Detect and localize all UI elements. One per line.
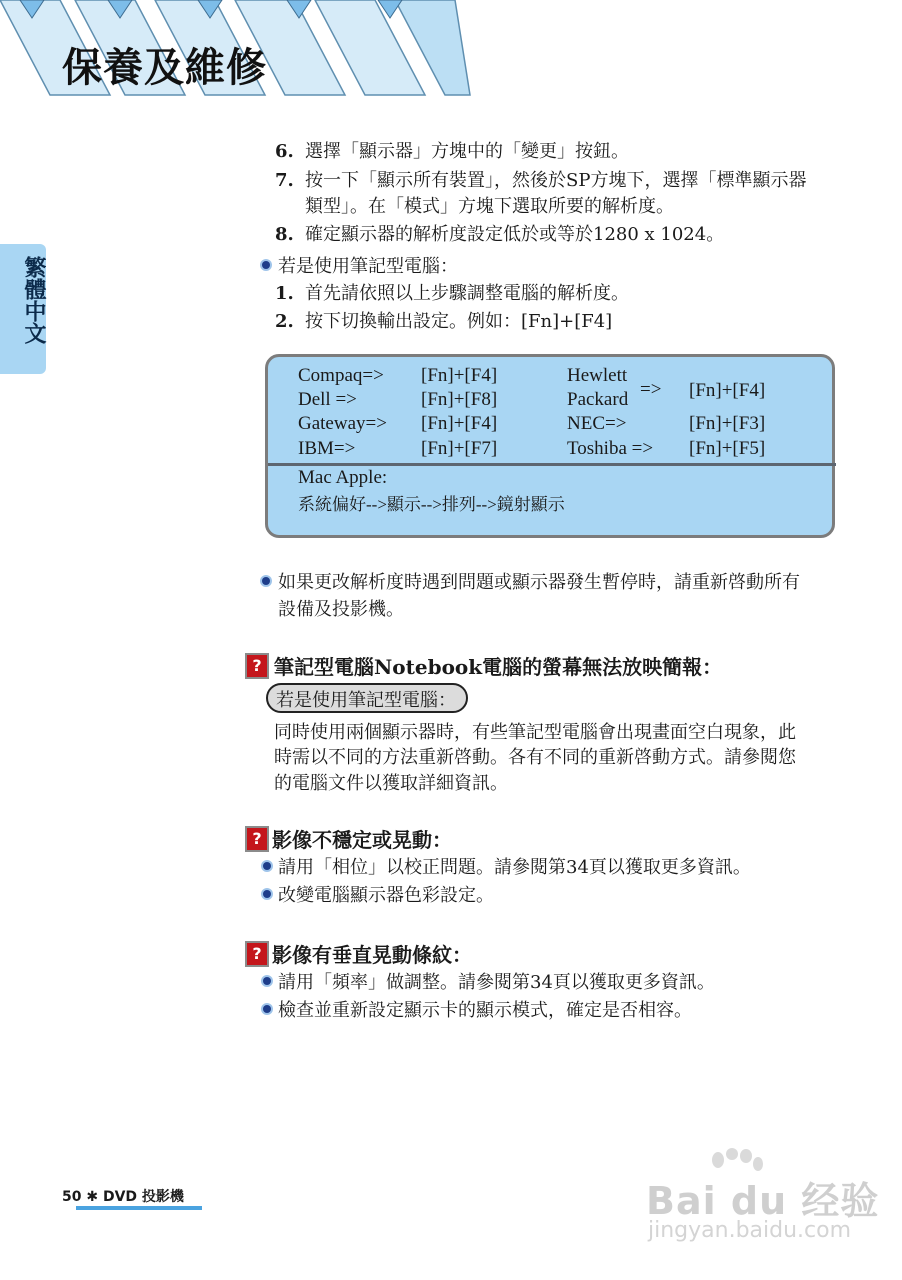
keys-hp: [Fn]+[F4] (689, 380, 766, 401)
bullet-icon (263, 862, 271, 870)
step-number: 1. (275, 283, 294, 304)
keys-dell: [Fn]+[F8] (421, 389, 498, 410)
bullet-icon (263, 1005, 271, 1013)
bullet-icon (262, 261, 270, 269)
unstable-bullet-2: 改變電腦顯示器色彩設定。 (278, 885, 494, 906)
step-text: 確定顯示器的解析度設定低於或等於1280 x 1024。 (305, 224, 725, 245)
bullet-icon (263, 977, 271, 985)
footer-accent-bar (76, 1206, 202, 1210)
section-title-stripes: 影像有垂直晃動條紋： (272, 943, 472, 967)
language-side-label: 繁體中文 (21, 256, 46, 344)
bullet-icon (263, 890, 271, 898)
step-text: 按下切換輸出設定。例如：[Fn]+[F4] (305, 311, 613, 332)
notebook-para-line3: 的電腦文件以獲取詳細資訊。 (274, 773, 508, 794)
page-title: 保養及維修 (62, 45, 267, 91)
watermark-url: jingyan.baidu.com (648, 1218, 852, 1243)
footer-label: DVD 投影機 (102, 1189, 184, 1205)
step-text: 類型」。在「模式」方塊下選取所要的解析度。 (305, 196, 674, 217)
step-number: 7. (275, 170, 294, 191)
step-number: 8. (275, 224, 294, 245)
section-title-notebook: 筆記型電腦Notebook電腦的螢幕無法放映簡報： (274, 655, 723, 679)
shortcut-divider (268, 463, 836, 466)
mac-path: 系統偏好-->顯示-->排列-->鏡射顯示 (298, 495, 565, 514)
brand-hewlett: Hewlett (567, 365, 628, 386)
keys-gateway: [Fn]+[F4] (421, 413, 498, 434)
question-icon: ? (245, 941, 269, 967)
question-icon: ? (245, 826, 269, 852)
notebook-para-line2: 時需以不同的方法重新啓動。各有不同的重新啓動方式。請參閱您 (274, 747, 796, 768)
notebook-pill-label: 若是使用筆記型電腦： (276, 690, 456, 711)
question-icon: ? (245, 653, 269, 679)
brand-ibm: IBM=> (298, 438, 356, 459)
mac-title: Mac Apple: (298, 467, 388, 488)
step-text: 按一下「顯示所有裝置」，然後於SP方塊下，選擇「標準顯示器 (305, 170, 807, 191)
brand-toshiba: Toshiba => (567, 438, 654, 459)
brand-dell: Dell => (298, 389, 357, 410)
page-footer (62, 1186, 184, 1206)
unstable-bullet-1: 請用「相位」以校正問題。請參閱第34頁以獲取更多資訊。 (278, 857, 751, 878)
arrow-hp: => (640, 379, 662, 400)
stripes-bullet-1: 請用「頻率」做調整。請參閱第34頁以獲取更多資訊。 (278, 972, 715, 993)
keys-toshiba: [Fn]+[F5] (689, 438, 766, 459)
brand-nec: NEC=> (567, 413, 627, 434)
keys-nec: [Fn]+[F3] (689, 413, 766, 434)
brand-gateway: Gateway=> (298, 413, 387, 434)
step-number: 6. (275, 141, 294, 162)
step-text: 選擇「顯示器」方塊中的「變更」按鈕。 (305, 141, 629, 162)
step-text: 首先請依照以上步驟調整電腦的解析度。 (305, 283, 629, 304)
brand-packard: Packard (567, 389, 629, 410)
notebook-intro: 若是使用筆記型電腦： (278, 256, 458, 277)
section-title-unstable: 影像不穩定或晃動： (272, 828, 452, 852)
bullet-icon (262, 577, 270, 585)
watermark-logo: Bai du 经验 (646, 1179, 880, 1223)
keys-ibm: [Fn]+[F7] (421, 438, 498, 459)
keys-compaq: [Fn]+[F4] (421, 365, 498, 386)
footer-separator: ✱ (86, 1189, 99, 1205)
stripes-bullet-2: 檢查並重新設定顯示卡的顯示模式，確定是否相容。 (278, 1000, 692, 1021)
restart-note-line1: 如果更改解析度時遇到問題或顯示器發生暫停時，請重新啓動所有 (278, 572, 800, 593)
notebook-para-line1: 同時使用兩個顯示器時，有些筆記型電腦會出現畫面空白現象，此 (274, 722, 796, 743)
brand-compaq: Compaq=> (298, 365, 384, 386)
restart-note-line2: 設備及投影機。 (278, 599, 404, 620)
step-number: 2. (275, 311, 294, 332)
page-number: 50 (62, 1189, 82, 1205)
